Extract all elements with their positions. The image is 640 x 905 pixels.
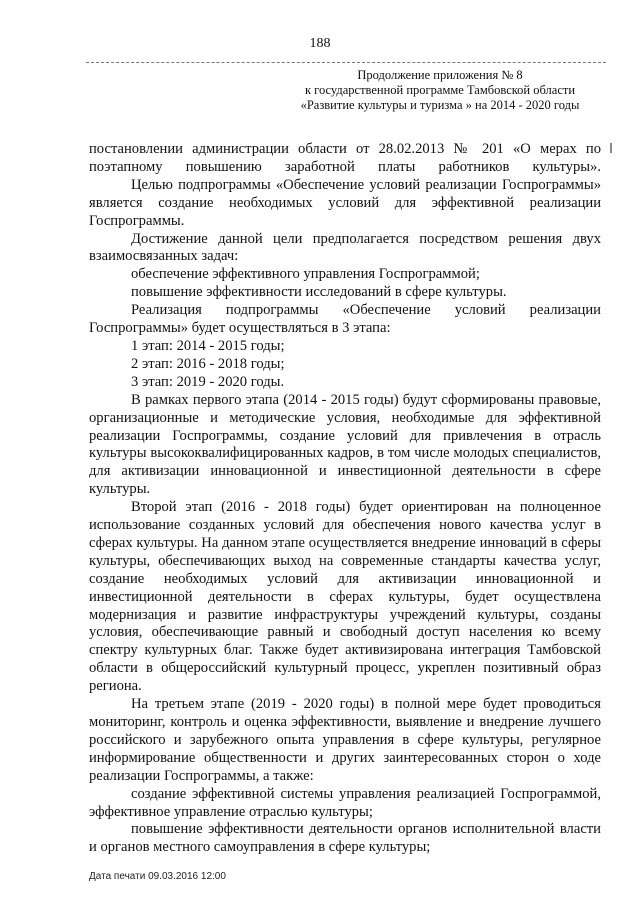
list-item-management-system: создание эффективной системы управления реализацией Госпрограммой, эффективное управление отраслью культуры;	[89, 785, 601, 820]
list-item-stage-3: 3 этап: 2019 - 2020 годы.	[131, 373, 285, 390]
list-item-task-1: обеспечение эффективного управления Госпрограммой;	[131, 266, 480, 283]
page-number: 188	[309, 36, 331, 51]
paragraph-stages-intro: Реализация подпрограммы «Обеспечение условий реализации Госпрограммы» будет осуществляться в 3 этапа:	[89, 302, 601, 337]
appendix-header-line-3: «Развитие культуры и туризма » на 2014 - 2020 годы	[300, 98, 580, 112]
paragraph-second-stage: Второй этап (2016 - 2018 годы) будет ориентирован на полноценное использование созданных условий для обеспечения нового качества услуг в сферах культуры. На данном этапе осуществляется внедрение инноваций в сферы культуры, обеспечивающих выход на современные стандарты качества услуг, создание необходимых условий для активизации инновационной и инвестиционной деятельности в сферах культуры, будет осуществлена модернизация и развитие инфраструктуры учреждений культуры, созданы условия, обеспечивающие равный и свободный доступ населения ко всему спектру культурных благ. Также будет активизирована интеграция Тамбовской области в общероссийский культурный процесс, укреплен позитивный образ региона.	[89, 499, 601, 695]
print-date: Дата печати 09.03.2016 12:00	[89, 871, 226, 882]
scan-mark	[610, 143, 612, 153]
paragraph-tasks-intro: Достижение данной цели предполагается посредством решения двух взаимосвязанных задач:	[89, 230, 601, 265]
appendix-header-line-1: Продолжение приложения № 8	[357, 68, 523, 82]
paragraph-third-stage: На третьем этапе (2019 - 2020 годы) в полной мере будет проводиться мониторинг, контроль и оценка эффективности, выявление и внедрение лучшего российского и зарубежного опыта управления в сфере культуры, регулярное информирование общественности и других заинтересованных сторон о ходе реализации Госпрограммы, а также:	[89, 696, 601, 784]
paragraph-first-stage: В рамках первого этапа (2014 - 2015 годы) будут сформированы правовые, организационные и методические условия, необходимые для эффективной реализации Госпрограммы, создание условий для привлечения в отрасль культуры высококвалифицированных кадров, в том числе молодых специалистов, для активизации инновационной и инвестиционной деятельности в сфере культуры.	[89, 391, 601, 498]
list-item-stage-2: 2 этап: 2016 - 2018 годы;	[131, 355, 285, 372]
list-item-task-2: повышение эффективности исследований в сфере культуры.	[131, 284, 507, 301]
paragraph-goal: Целью подпрограммы «Обеспечение условий реализации Госпрограммы» является создание необходимых условий для эффективной реализации Госпрограммы.	[89, 176, 601, 229]
paragraph-continuation: постановлении администрации области от 28.02.2013 № 201 «О мерах по поэтапному повышению заработной платы работников культуры».	[89, 141, 601, 175]
document-body	[89, 141, 601, 857]
list-item-authorities-efficiency: повышение эффективности деятельности органов исполнительной власти и органов местного самоуправления в сфере культуры;	[89, 821, 601, 856]
appendix-header	[280, 68, 600, 113]
appendix-header-line-2: к государственной программе Тамбовской области	[304, 83, 576, 97]
header-divider	[86, 62, 606, 63]
list-item-stage-1: 1 этап: 2014 - 2015 годы;	[131, 337, 285, 354]
